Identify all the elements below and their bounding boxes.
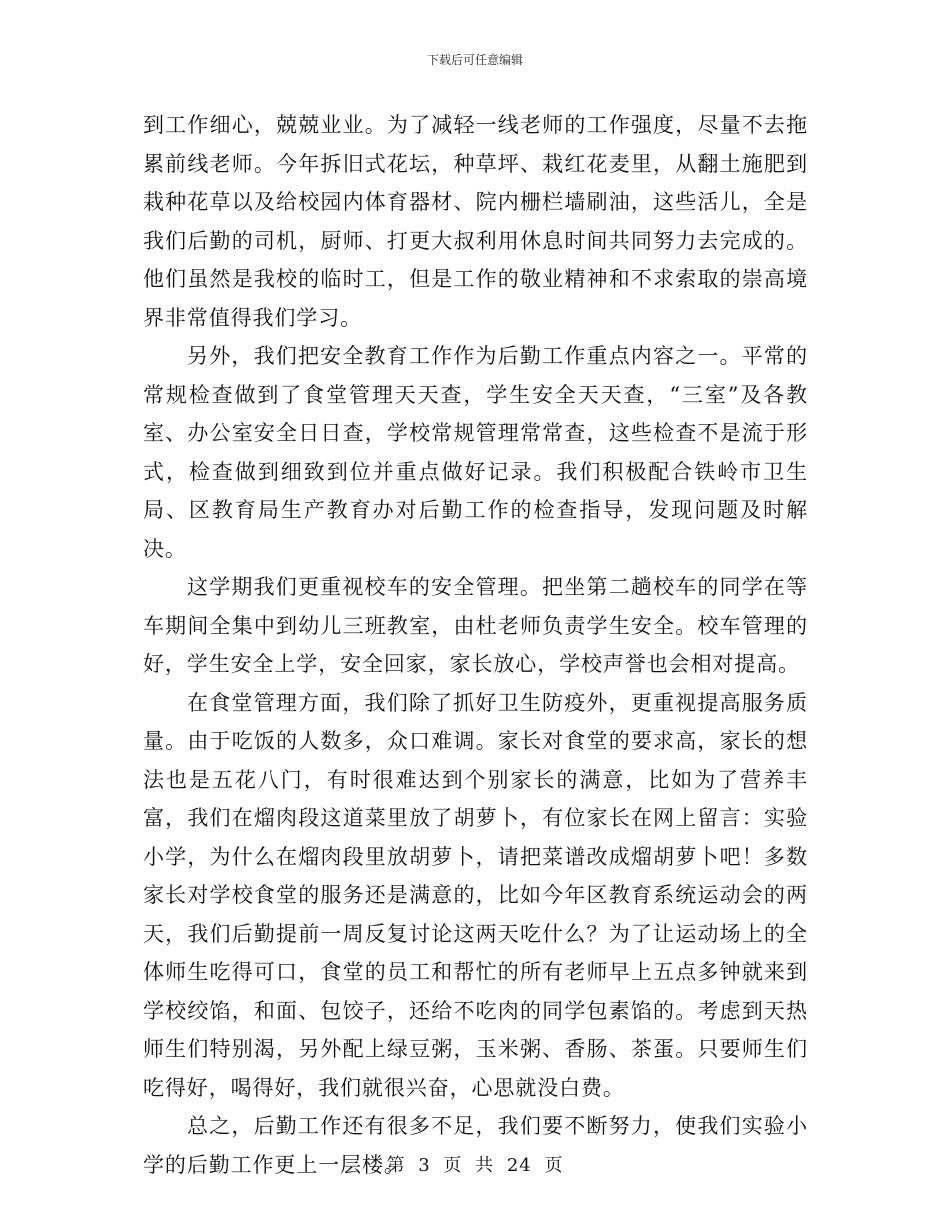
paragraph-canteen: 在食堂管理方面，我们除了抓好卫生防疫外，更重视提高服务质量。由于吃饭的人数多，众口难调。家长对食堂的要求高，家长的想法也是五花八门，有时很难达到个别家长的满意，比如为了营养丰富，我们在熘肉段这道菜里放了胡萝卜，有位家长在网上留言：实验小学，为什么在熘肉段里放胡萝卜，请把菜谱改成熘胡萝卜吧！多数家长对学校食堂的服务还是满意的，比如今年区教育系统运动会的两天，我们后勤提前一周反复讨论这两天吃什么？为了让运动场上的全体师生吃得可口，食堂的员工和帮忙的所有老师早上五点多钟就来到学校绞馅，和面、包饺子，还给不吃肉的同学包素馅的。考虑到天热师生们特别渴，另外配上绿豆粥，玉米粥、香肠、茶蛋。只要师生们吃得好，喝得好，我们就很兴奋，心思就没白费。	[143, 690, 808, 1100]
paragraph-school-bus: 这学期我们更重视校车的安全管理。把坐第二趟校车的同学在等车期间全集中到幼儿三班教室，由杜老师负责学生安全。校车管理的好，学生安全上学，安全回家，家长放心，学校声誉也会相对提高。	[143, 575, 808, 676]
document-body	[143, 106, 808, 1184]
page-number: 第 3 页 共 24 页	[386, 1155, 564, 1176]
paragraph-safety-inspection: 另外，我们把安全教育工作作为后勤工作重点内容之一。平常的常规检查做到了食堂管理天天查，学生安全天天查，“三室”及各教室、办公室安全日日查，学校常规管理常常查，这些检查不是流于形式，检查做到细致到位并重点做好记录。我们积极配合铁岭市卫生局、区教育局生产教育办对后勤工作的检查指导，发现问题及时解决。	[143, 344, 808, 561]
paragraph-continuation: 到工作细心，兢兢业业。为了减轻一线老师的工作强度，尽量不去拖累前线老师。今年拆旧式花坛，种草坪、栽红花麦里，从翻土施肥到栽种花草以及给校园内体育器材、院内栅栏墙刷油，这些活儿，全是我们后勤的司机，厨师、打更大叔利用休息时间共同努力去完成的。他们虽然是我校的临时工，但是工作的敬业精神和不求索取的崇高境界非常值得我们学习。	[143, 113, 808, 330]
page-header: 下载后可任意编辑	[426, 53, 523, 67]
paragraph-conclusion: 总之，后勤工作还有很多不足，我们要不断努力，使我们实验小学的后勤工作更上一层楼。	[143, 1114, 808, 1177]
